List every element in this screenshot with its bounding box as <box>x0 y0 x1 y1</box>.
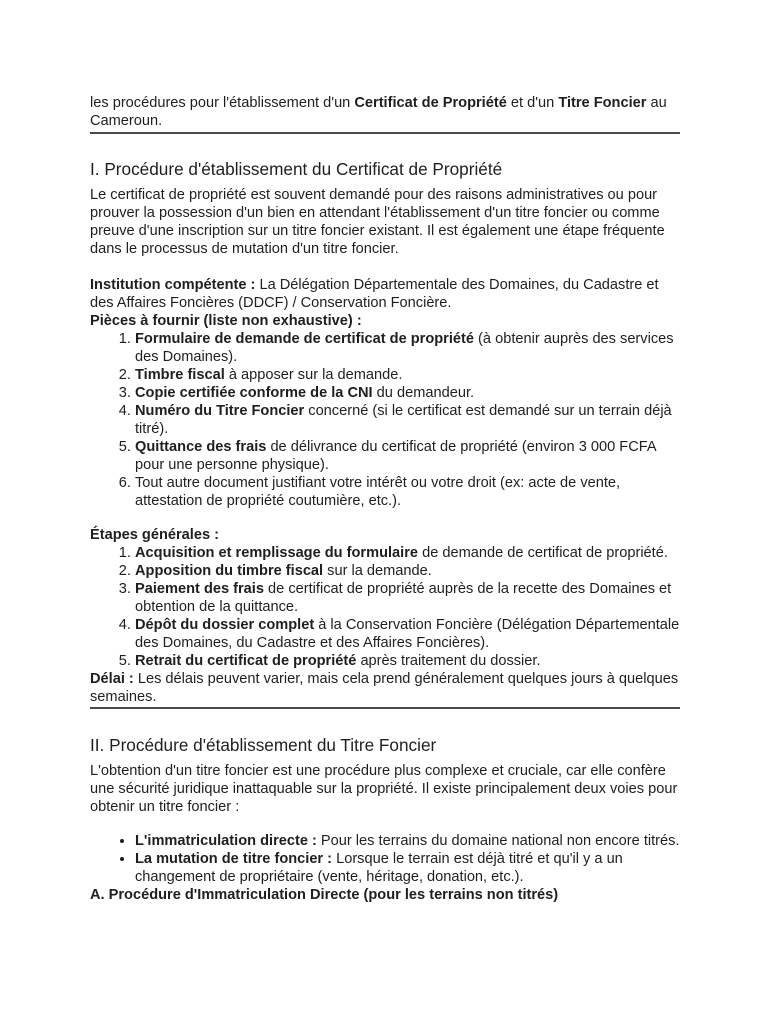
subsection-heading: A. Procédure d'Immatriculation Directe (pour les terrains non titrés) <box>90 887 559 903</box>
list-item: • La mutation de titre foncier : Lorsque le terrain est déjà titré et qu'il y a un changement de propriétaire (vente, héritage, donation, etc.). <box>135 850 680 886</box>
institution-line: Institution compétente : La Délégation Départementale des Domaines, du Cadastre et des Affaires Foncières (DDCF) / Conservation Foncière. <box>90 277 659 311</box>
pieces-list <box>90 330 680 510</box>
intro-paragraph: les procédures pour l'établissement d'un Certificat de Propriété et d'un Titre Foncier au Cameroun. <box>90 95 667 129</box>
pieces-label: Pièces à fournir (liste non exhaustive) : <box>90 313 362 329</box>
list-item: 5. Retrait du certificat de propriété après traitement du dossier. <box>135 652 680 670</box>
list-item: 2. Timbre fiscal à apposer sur la demande. <box>135 366 680 384</box>
section-divider <box>90 707 680 709</box>
list-item: • L'immatriculation directe : Pour les terrains du domaine national non encore titrés. <box>135 832 680 850</box>
document-page <box>90 94 680 904</box>
etapes-label: Étapes générales : <box>90 527 219 543</box>
etapes-list <box>90 544 680 670</box>
list-item: 2. Apposition du timbre fiscal sur la demande. <box>135 562 680 580</box>
delai-line: Délai : Les délais peuvent varier, mais cela prend généralement quelques jours à quelques semaines. <box>90 671 679 705</box>
section-1-heading: I. Procédure d'établissement du Certificat de Propriété <box>90 159 503 179</box>
section-divider <box>90 132 680 134</box>
section-1-paragraph: Le certificat de propriété est souvent demandé pour des raisons administratives ou pour prouver la possession d'un bien en attendant l'établissement d'un titre foncier ou comme preuve d'une inscription sur un titre foncier existant. Il est également une étape fréquente dans le processus de mutation d'un titre foncier. <box>90 187 665 257</box>
list-item: 1. Formulaire de demande de certificat de propriété (à obtenir auprès des services des Domaines). <box>135 330 680 366</box>
list-item: 1. Acquisition et remplissage du formulaire de demande de certificat de propriété. <box>135 544 680 562</box>
section-2-heading: II. Procédure d'établissement du Titre Foncier <box>90 735 437 755</box>
list-item: 3. Paiement des frais de certificat de propriété auprès de la recette des Domaines et obtention de la quittance. <box>135 580 680 616</box>
list-item: 5. Quittance des frais de délivrance du certificat de propriété (environ 3 000 FCFA pour une personne physique). <box>135 438 680 474</box>
list-item: 6. Tout autre document justifiant votre intérêt ou votre droit (ex: acte de vente, attestation de propriété coutumière, etc.). <box>135 474 680 510</box>
section-2-paragraph: L'obtention d'un titre foncier est une procédure plus complexe et cruciale, car elle confère une sécurité juridique inattaquable sur la propriété. Il existe principalement deux voies pour obtenir un titre foncier : <box>90 763 678 815</box>
list-item: 4. Numéro du Titre Foncier concerné (si le certificat est demandé sur un terrain déjà titré). <box>135 402 680 438</box>
list-item: 4. Dépôt du dossier complet à la Conservation Foncière (Délégation Départementale des Domaines, du Cadastre et des Affaires Foncières). <box>135 616 680 652</box>
voies-list <box>90 832 680 886</box>
list-item: 3. Copie certifiée conforme de la CNI du demandeur. <box>135 384 680 402</box>
